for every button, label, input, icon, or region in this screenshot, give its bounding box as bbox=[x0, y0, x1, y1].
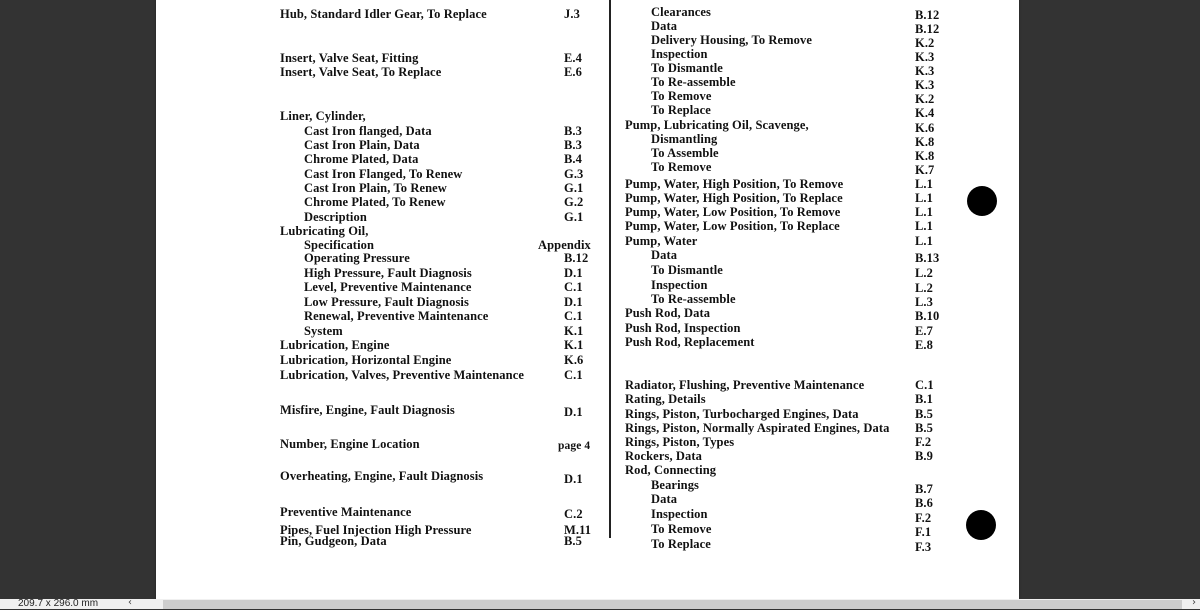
punch-hole-mark bbox=[966, 510, 996, 540]
document-page: Hub, Standard Idler Gear, To Replace J.3 Insert, Valve Seat, Fitting E.4 Insert, Valve Seat, To Replace E.6 Liner, Cylinder, Cast Iron flanged, Data B.3 Cast Iron Plain, Data B.3 Chrome Plated, Data B.4 Cast Iron Flanged, To Renew G.3 Cast Iron Plain, To Renew G.1 Chrome Plated, To Renew G.2 Description G.1 Lubricating Oil, Specification Appendix Operating Pressure B.12 High Pressure, Fault Diagnosis D.1 Level, Preventive Maintenance C.1 Low Pressure, Fault Diagnosis D.1 Renewal, Preventive Maintenance C.1 System K.1 Lubrication, Engine K.1 Lubrication, Horizontal Engine K.6 Lubrication, Valves, Preventive Maintenance C.1 Misfire, Engine, Fault Diagnosis D.1 Number, Engine Location page 4 Overheating, Engine, Fault Diagnosis D.1 Preventive Maintenance C.2 Pipes, Fuel Injection High Pressure M.11 Pin, Gudgeon, Data B.5 Clearances B.12 Data B.12 Delivery Housing, To Remove K.2 Inspection K.3 To Dismantle K.3 To Re-assemble K.3 To Remove K.2 To Replace K.4 Pump, Lubricating Oil, Scavenge, K.6 Dismantling K.8 To Assemble K.8 To Remove K.7 Pump, Water, High Position, To Remove L.1 Pump, Water, High Position, To Replace L.1 Pump, Water, Low Position, To Remove L.1 Pump, Water, Low Position, To Replace L.1 Pump, Water L.1 Data B.13 To Dismantle L.2 Inspection L.2 To Re-assemble L.3 Push Rod, Data B.10 Push Rod, Inspection E.7 Push Rod, Replacement E.8 Radiator, Flushing, Preventive Maintenance C.1 Rating, Details B.1 Rings, Piston, Turbocharged Engines, Data B.5 Rings, Piston, Normally Aspirated Engines, Data B.5 Rings, Piston, Types F.2 Rockers, Data B.9 Rod, Connecting Bearings B.7 Data B.6 Inspection F.2 To Remove F.1 To Replace F.3 bbox=[156, 0, 1019, 599]
status-bar bbox=[0, 599, 1200, 609]
column-divider bbox=[609, 0, 611, 538]
scroll-left-icon[interactable]: ‹ bbox=[128, 597, 132, 608]
punch-hole-mark bbox=[967, 186, 997, 216]
scrollbar-thumb[interactable] bbox=[163, 600, 1182, 609]
page-size-readout: 209.7 x 296.0 mm bbox=[18, 598, 99, 609]
horizontal-scrollbar[interactable] bbox=[118, 599, 1200, 609]
scroll-right-icon[interactable]: › bbox=[1192, 597, 1196, 608]
